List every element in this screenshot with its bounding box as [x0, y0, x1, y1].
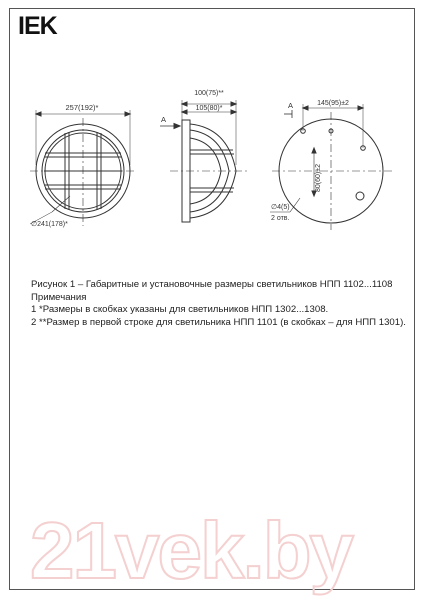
notes-heading: Примечания [31, 291, 87, 303]
mount-view [270, 104, 392, 230]
mount-hole-dim: ∅4(5) [271, 204, 290, 211]
figure-caption [31, 279, 406, 329]
watermark: 21vek.by [30, 506, 353, 595]
front-view [30, 110, 136, 226]
side-view [160, 100, 250, 222]
mount-height-dim: 80(60)±2 [315, 164, 322, 192]
mount-hole-count: 2 отв. [271, 215, 290, 222]
side-depth-dim-outer: 100(75)** [194, 90, 224, 97]
mount-width-dim: 145(95)±2 [317, 100, 349, 107]
note-1: 1 *Размеры в скобках указаны для светильников НПП 1302...1308. [31, 304, 329, 316]
technical-drawing [0, 0, 426, 270]
side-depth-dim-inner: 105(80)* [195, 105, 223, 112]
side-view-letter: A [161, 115, 167, 124]
front-diameter-dim: ∅241(178)* [31, 221, 68, 228]
front-width-dim: 257(192)* [65, 103, 99, 112]
iek-logo: IEK [18, 12, 57, 40]
caption-title: Рисунок 1 – Габаритные и установочные размеры светильников НПП 1102...1108 [31, 279, 393, 290]
mount-view-letter: A [288, 101, 294, 110]
note-2: 2 **Размер в первой строке для светильника НПП 1101 (в скобках – для НПП 1301). [31, 316, 406, 328]
